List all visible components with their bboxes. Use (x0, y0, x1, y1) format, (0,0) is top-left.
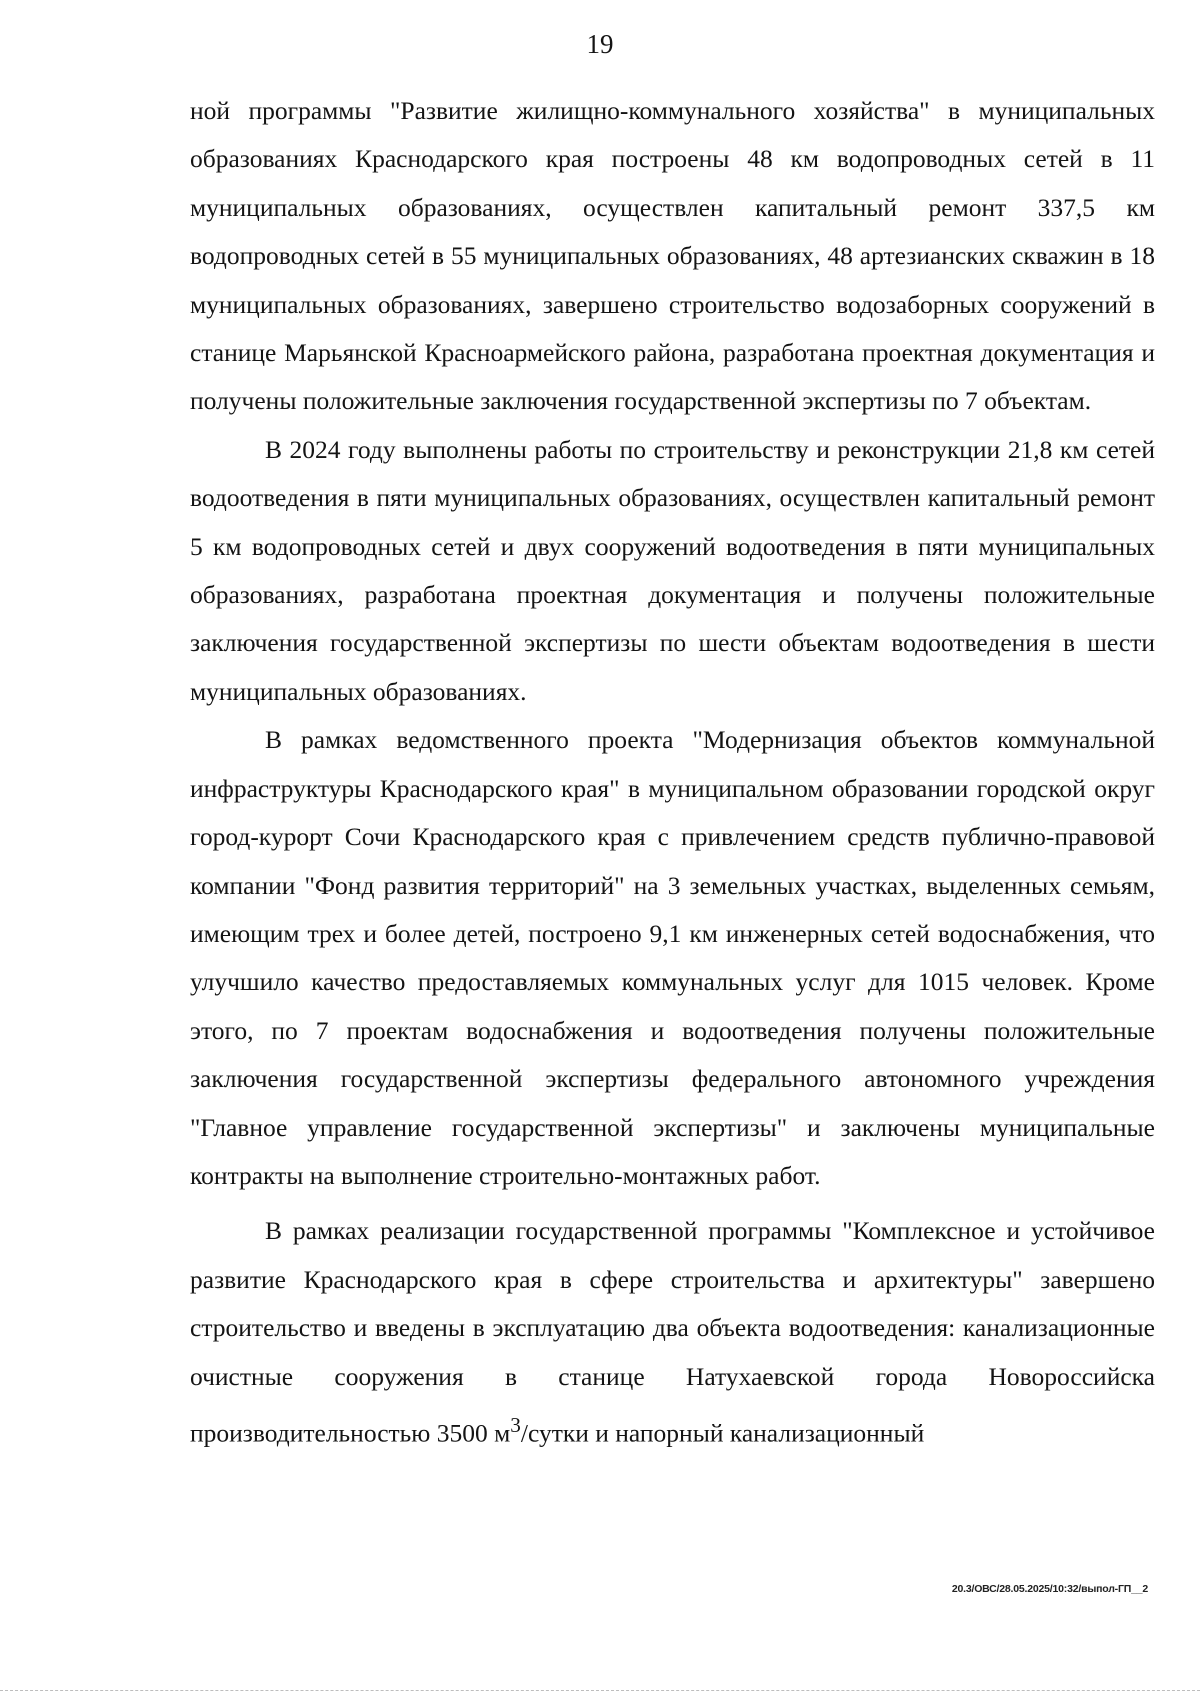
paragraph-construction-program (190, 1207, 1155, 1458)
paragraph-text-end: /сутки и напорный канализационный (520, 1418, 925, 1448)
cubic-superscript: 3 (510, 1412, 521, 1437)
scan-edge-line (0, 1690, 1200, 1691)
paragraph-text-start: В рамках реализации государственной программы "Комплексное и устойчивое развитие Краснодарского края в сфере строительства и архитектуры" завершено строительство и введены в эксплуатацию два объекта водоотведения: канализационные очистные сооружения в станице Натухаевской города Новороссийска производительностью 3500 м (190, 1216, 1155, 1448)
document-body (190, 87, 1155, 1458)
paragraph-2024-works: В 2024 году выполнены работы по строительству и реконструкции 21,8 км сетей водоотведения в пяти муниципальных образованиях, осуществлен капитальный ремонт 5 км водопроводных сетей и двух сооружений водоотведения в пяти муниципальных образованиях, разработана проектная документация и получены положительные заключения государственной экспертизы по шести объектам водоотведения в шести муниципальных образованиях. (190, 434, 1155, 706)
document-footer-code: 20.3/ОВС/28.05.2025/10:32/выпол-ГП__2 (951, 1583, 1148, 1595)
paragraph-modernization-project: В рамках ведомственного проекта "Модернизация объектов коммунальной инфраструктуры Краснодарского края" в муниципальном образовании городской округ город-курорт Сочи Краснодарского края с привлечением средств публично-правовой компании "Фонд развития территорий" на 3 земельных участках, выделенных семьям, имеющим трех и более детей, построено 9,1 км инженерных сетей водоснабжения, что улучшило качество предоставляемых коммунальных услуг для 1015 человек. Кроме этого, по 7 проектам водоснабжения и водоотведения получены положительные заключения государственной экспертизы федерального автономного учреждения "Главное управление государственной экспертизы" и заключены муниципальные контракты на выполнение строительно-монтажных работ. (190, 725, 1155, 1190)
page-number: 19 (586, 29, 614, 59)
paragraph-continuation: ной программы "Развитие жилищно-коммунального хозяйства" в муниципальных образованиях Краснодарского края построены 48 км водопроводных сетей в 11 муниципальных образованиях, осуществлен капитальный ремонт 337,5 км водопроводных сетей в 55 муниципальных образованиях, 48 артезианских скважин в 18 муниципальных образованиях, завершено строительство водозаборных сооружений в станице Марьянской Красноармейского района, разработана проектная документация и получены положительные заключения государственной экспертизы по 7 объектам. (190, 96, 1155, 416)
